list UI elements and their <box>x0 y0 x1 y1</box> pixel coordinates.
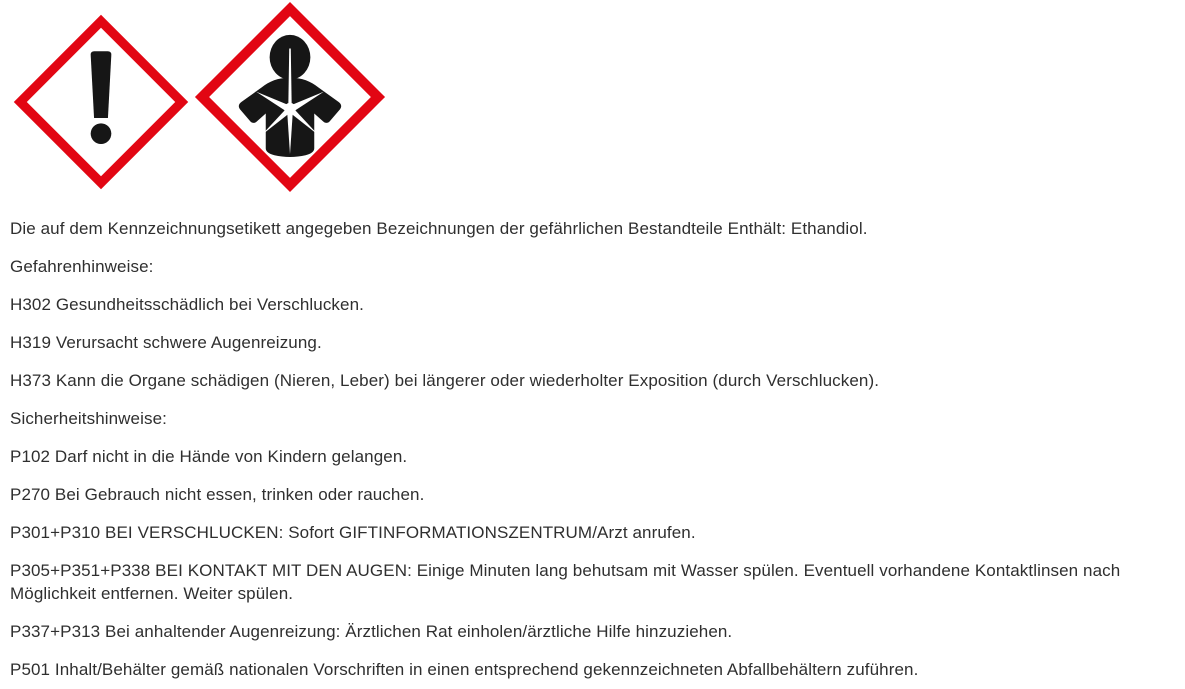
paragraph-p305-p351-p338: P305+P351+P338 BEI KONTAKT MIT DEN AUGEN: Einige Minuten lang behutsam mit Wasser spülen. Eventuell vorhandene Kontaktlinsen nach Möglichkeit entfernen. Weiter spülen. <box>10 561 1121 603</box>
paragraph-p501: P501 Inhalt/Behälter gemäß nationalen Vorschriften in einen entsprechend gekennzeichneten Abfallbehältern zuführen. <box>10 660 919 679</box>
paragraph-h302: H302 Gesundheitsschädlich bei Verschlucken. <box>10 295 364 314</box>
paragraph-p102: P102 Darf nicht in die Hände von Kindern gelangen. <box>10 447 408 466</box>
paragraph-ingredients: Die auf dem Kennzeichnungsetikett angegeben Bezeichnungen der gefährlichen Bestandteile Enthält: Ethandiol. <box>10 219 868 238</box>
ghs07-exclamation-mark-icon <box>12 11 190 193</box>
ghs08-health-hazard-icon <box>193 0 387 194</box>
paragraph-h373: H373 Kann die Organe schädigen (Nieren, Leber) bei längerer oder wiederholter Exposition (durch Verschlucken). <box>10 371 880 390</box>
paragraph-p337-p313: P337+P313 Bei anhaltender Augenreizung: Ärztlichen Rat einholen/ärztliche Hilfe hinzuziehen. <box>10 622 733 641</box>
paragraph-p270: P270 Bei Gebrauch nicht essen, trinken oder rauchen. <box>10 485 425 504</box>
hazard-statements-block <box>10 217 1177 681</box>
exclamation-icon <box>91 51 112 144</box>
paragraph-precaution-heading: Sicherheitshinweise: <box>10 409 167 428</box>
ghs-pictogram-row <box>10 0 1185 198</box>
paragraph-hazard-heading: Gefahrenhinweise: <box>10 257 154 276</box>
paragraph-p301-p310: P301+P310 BEI VERSCHLUCKEN: Sofort GIFTINFORMATIONSZENTRUM/Arzt anrufen. <box>10 523 696 542</box>
paragraph-h319: H319 Verursacht schwere Augenreizung. <box>10 333 322 352</box>
